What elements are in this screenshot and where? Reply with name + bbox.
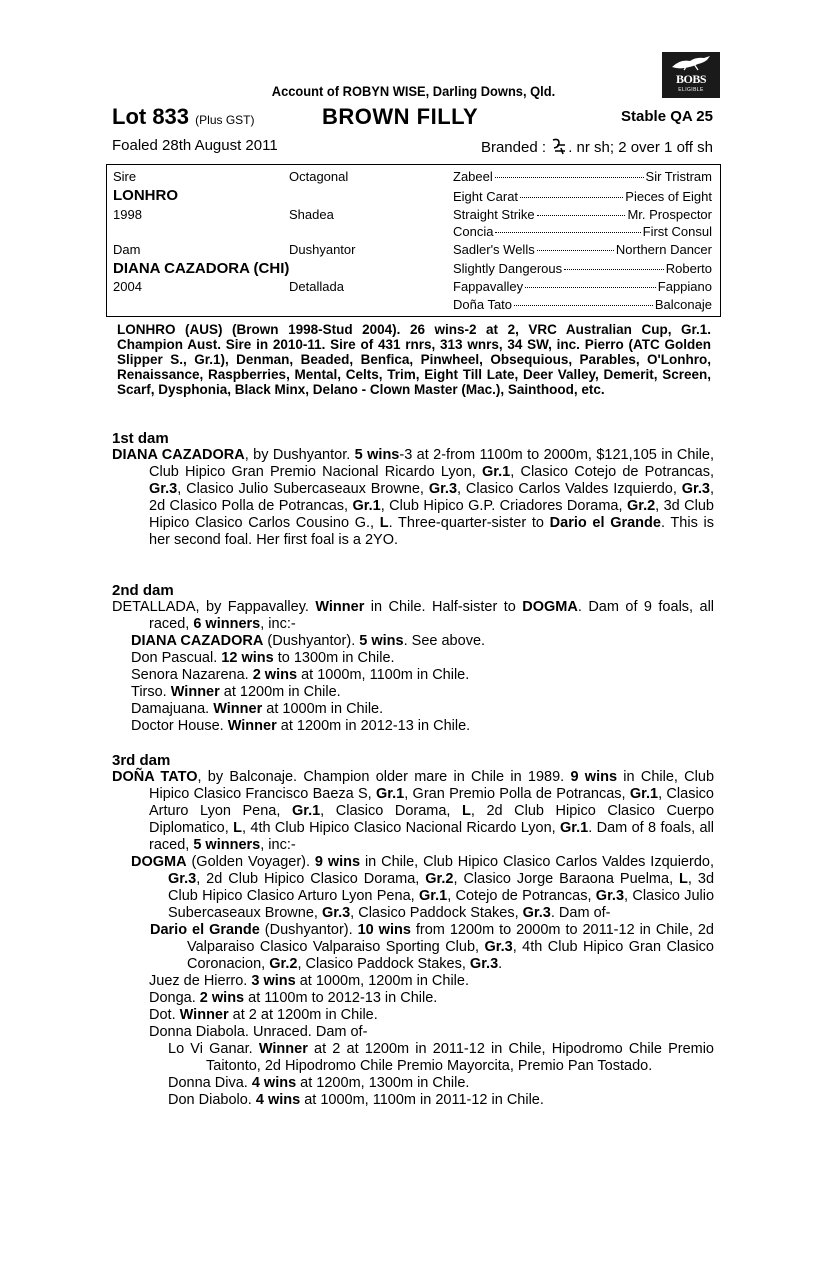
ancestor-left: Straight Strike xyxy=(453,207,535,222)
third-gen-row xyxy=(453,297,712,312)
sire-label: Sire xyxy=(113,169,137,184)
ancestor-right: Pieces of Eight xyxy=(625,189,712,204)
dam-sire: Dushyantor xyxy=(289,242,356,257)
brand-mark-icon xyxy=(550,137,568,155)
dam-year: 2004 xyxy=(113,279,142,294)
ancestor-right: Fappiano xyxy=(657,279,712,294)
dam-name: DIANA CAZADORA (CHI) xyxy=(113,260,290,277)
sire-dam: Shadea xyxy=(289,207,334,222)
sire-summary: LONHRO (AUS) (Brown 1998-Stud 2004). 26 wins-2 at 2, VRC Australian Cup, Gr.1. Champion Aust. Sire in 2010-11. Sire of 431 rnrs, 313 wnrs, 34 SW, inc. Pierro (ATC Golden Slipper S., Gr.1), Denman, Beaded, Benfica, Pinwheel, Obsequious, Parables, O'Lonhro, Renaissance, Raspberries, Mental, Celts, Trim, Eight Till Late, Deer Valley, Demerit, Screen, Scarf, Dysphonia, Black Minx, Delano - Clown Master (Mac.), Sainthood, etc. xyxy=(117,322,711,397)
sire-sire: Octagonal xyxy=(289,169,349,184)
grand-progeny-item: Donna Diva. 4 wins at 1200m, 1300m in Chile. xyxy=(168,1075,470,1091)
grand-progeny-item: Lo Vi Ganar. Winner at 2 at 1200m in 2011-12 in Chile, Hipodromo Chile Premio Taitonto, 2d Hipodromo Chile Premio Mayorcita, Premio Pan Tostado. xyxy=(168,1041,714,1074)
progeny-item: Donga. 2 wins at 1100m to 2012-13 in Chile. xyxy=(149,990,438,1006)
progeny-item: Doctor House. Winner at 1200m in 2012-13 in Chile. xyxy=(131,718,471,734)
progeny-item: Don Pascual. 12 wins to 1300m in Chile. xyxy=(131,650,395,666)
third-gen-row xyxy=(453,169,712,184)
pedigree-table xyxy=(106,164,721,317)
progeny-item: Senora Nazarena. 2 wins at 1000m, 1100m in Chile. xyxy=(131,667,470,683)
progeny-item: Donna Diabola. Unraced. Dam of- xyxy=(149,1024,368,1040)
branded-label: Branded : xyxy=(480,139,547,156)
third-gen-row xyxy=(453,242,712,257)
branded-description: . nr sh; 2 over 1 off sh xyxy=(568,139,713,156)
horse-silhouette-icon xyxy=(670,55,712,71)
foaled-date: Foaled 28th August 2011 xyxy=(112,137,278,154)
ancestor-left: Concia xyxy=(453,224,494,239)
lot-title: BROWN FILLY xyxy=(322,104,479,129)
sire-year: 1998 xyxy=(113,207,142,222)
grand-progeny-item: Don Diabolo. 4 wins at 1000m, 1100m in 2011-12 in Chile. xyxy=(168,1092,544,1108)
progeny-item: DIANA CAZADORA (Dushyantor). 5 wins. See above. xyxy=(131,633,486,649)
logo-text: BOBS xyxy=(675,72,706,86)
gst-note: (Plus GST) xyxy=(195,113,255,127)
third-gen-row xyxy=(453,279,712,294)
ancestor-left: Eight Carat xyxy=(453,189,519,204)
lot-label: Lot 833 xyxy=(112,104,190,129)
ancestor-left: Zabeel xyxy=(453,169,493,184)
ancestor-right: Sir Tristram xyxy=(645,169,712,184)
third-gen-row xyxy=(453,224,712,239)
second-dam-section xyxy=(112,582,714,735)
ancestor-left: Slightly Dangerous xyxy=(453,261,563,276)
progeny-item: Juez de Hierro. 3 wins at 1000m, 1200m in Chile. xyxy=(149,973,469,989)
dam-dam: Detallada xyxy=(289,279,344,294)
progeny-item: Dot. Winner at 2 at 1200m in Chile. xyxy=(149,1007,378,1023)
vendor-account: Account of ROBYN WISE, Darling Downs, Qld. xyxy=(271,83,556,99)
first-dam-section xyxy=(112,430,714,549)
third-gen-row xyxy=(453,261,712,276)
ancestor-right: Mr. Prospector xyxy=(627,207,712,222)
progeny-item: Damajuana. Winner at 1000m in Chile. xyxy=(131,701,384,717)
third-gen-row xyxy=(453,207,712,222)
progeny-item: Tirso. Winner at 1200m in Chile. xyxy=(131,684,341,700)
ancestor-left: Sadler's Wells xyxy=(453,242,535,257)
section-heading: 2nd dam xyxy=(112,582,174,599)
ancestor-left: Doña Tato xyxy=(453,297,513,312)
ancestor-right: Northern Dancer xyxy=(615,242,712,257)
section-heading: 3rd dam xyxy=(112,752,171,769)
third-dam-record: DOÑA TATO, by Balconaje. Champion older mare in Chile in 1989. 9 wins in Chile, Club Hipico Clasico Francisco Baeza S, Gr.1, Gran Premio Polla de Potrancas, Gr.1, Clasico Arturo Lyon Pena, Gr.1, Clasico Dorama, L, 2d Club Hipico Clasico Cuerpo Diplomatico, L, 4th Club Hipico Clasico Nacional Ricardo Lyon, Gr.1. Dam of 8 foals, all raced, 5 winners, inc:- xyxy=(112,769,715,853)
branding xyxy=(481,137,713,156)
stable-number: Stable QA 25 xyxy=(621,108,713,125)
first-dam-record: DIANA CAZADORA, by Dushyantor. 5 wins-3 at 2-from 1100m to 2000m, $121,105 in Chile, Club Hipico Gran Premio Nacional Ricardo Lyon, Gr.1, Clasico Cotejo de Potrancas, Gr.3, Clasico Julio Subercaseaux Browne, Gr.3, Clasico Carlos Valdes Izquierdo, Gr.3, 2d Clasico Polla de Potrancas, Gr.1, Club Hipico G.P. Criadores Dorama, Gr.2, 3d Club Hipico Clasico Carlos Cousino G., L. Three-quarter-sister to Dario el Grande. This is her second foal. Her first foal is a 2YO. xyxy=(112,447,714,548)
progeny-item: DOGMA (Golden Voyager). 9 wins in Chile, Club Hipico Clasico Carlos Valdes Izquierdo, Gr.3, 2d Club Hipico Clasico Dorama, Gr.2, Clasico Jorge Baraona Puelma, L, 3d Club Hipico Clasico Arturo Lyon Pena, Gr.1, Cotejo de Potrancas, Gr.3, Clasico Julio Subercaseaux Browne, Gr.3, Clasico Paddock Stakes, Gr.3. Dam of- xyxy=(131,854,715,921)
third-dam-section xyxy=(112,752,714,1109)
second-dam-record: DETALLADA, by Fappavalley. Winner in Chile. Half-sister to DOGMA. Dam of 9 foals, all raced, 6 winners, inc:- xyxy=(112,599,715,632)
dam-name: DIANA CAZADORA xyxy=(112,447,245,463)
sire-name: LONHRO xyxy=(113,187,178,204)
ancestor-right: Balconaje xyxy=(654,297,712,312)
ancestor-right: First Consul xyxy=(642,224,712,239)
ancestor-right: Roberto xyxy=(665,261,712,276)
logo-subtext: ELIGIBLE xyxy=(678,87,704,93)
dam-label: Dam xyxy=(113,242,141,257)
section-heading: 1st dam xyxy=(112,430,169,447)
ancestor-left: Fappavalley xyxy=(453,279,524,294)
lot-number xyxy=(112,104,255,130)
third-gen-row xyxy=(453,189,712,204)
progeny-item: Dario el Grande (Dushyantor). 10 wins from 1200m to 2000m to 2011-12 in Chile, 2d Valparaiso Clasico Valparaiso Sporting Club, Gr.3, 4th Club Hipico Gran Clasico Coronacion, Gr.2, Clasico Paddock Stakes, Gr.3. xyxy=(150,922,714,972)
